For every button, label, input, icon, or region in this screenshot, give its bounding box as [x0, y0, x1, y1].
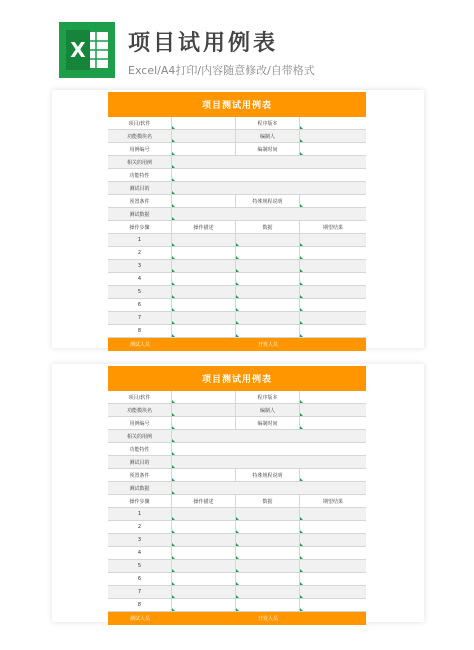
step-data [236, 234, 300, 246]
step-data [236, 273, 300, 285]
wide-label: 相关的用例 [108, 430, 172, 442]
step-row [108, 534, 366, 547]
step-data [236, 599, 300, 611]
wide-row [108, 443, 366, 456]
developer-value [300, 612, 366, 625]
column-header: 操作步骤 [108, 495, 172, 507]
step-row [108, 325, 366, 338]
step-expected [300, 508, 366, 520]
step-description [172, 573, 236, 585]
precondition-row [108, 195, 366, 208]
info-value [300, 404, 366, 416]
step-description [172, 599, 236, 611]
info-label: 用例编号 [108, 143, 172, 155]
wide-value [172, 456, 366, 468]
info-label: 程序版本 [236, 117, 300, 129]
step-row [108, 573, 366, 586]
info-label: 项目/软件 [108, 117, 172, 129]
step-expected [300, 599, 366, 611]
step-row [108, 508, 366, 521]
info-row [108, 417, 366, 430]
step-data [236, 299, 300, 311]
step-number: 3 [108, 534, 172, 546]
step-description [172, 547, 236, 559]
info-value [172, 404, 236, 416]
step-number: 1 [108, 234, 172, 246]
step-row [108, 521, 366, 534]
info-value [172, 130, 236, 142]
preview-panel-1 [52, 90, 424, 348]
logo-letter: X [70, 38, 86, 62]
info-label: 程序版本 [236, 391, 300, 403]
step-expected [300, 273, 366, 285]
step-number: 7 [108, 312, 172, 324]
step-number: 2 [108, 521, 172, 533]
wide-value [172, 169, 366, 181]
info-label: 编制人 [236, 404, 300, 416]
wide-row [108, 156, 366, 169]
info-label: 用例编号 [108, 417, 172, 429]
step-expected [300, 534, 366, 546]
step-data [236, 560, 300, 572]
step-data [236, 260, 300, 272]
step-number: 4 [108, 547, 172, 559]
info-label: 编制人 [236, 130, 300, 142]
step-expected [300, 521, 366, 533]
wide-row [108, 456, 366, 469]
developer-label: 开发人员 [257, 342, 278, 348]
step-data [236, 586, 300, 598]
wide-value [172, 182, 366, 194]
precondition-row [108, 469, 366, 482]
step-description [172, 325, 236, 337]
step-row [108, 299, 366, 312]
wide-label: 测试目的 [108, 456, 172, 468]
step-expected [300, 325, 366, 337]
page-subtitle: Excel/A4打印/内容随意修改/自带格式 [128, 64, 315, 77]
step-row [108, 260, 366, 273]
step-row [108, 273, 366, 286]
step-number: 5 [108, 560, 172, 572]
info-row [108, 404, 366, 417]
test-data-row [108, 208, 366, 221]
column-header: 数据 [236, 495, 300, 507]
step-expected [300, 560, 366, 572]
step-expected [300, 586, 366, 598]
info-value [300, 391, 366, 403]
step-number: 6 [108, 299, 172, 311]
info-label: 功能模块名 [108, 130, 172, 142]
wide-row [108, 430, 366, 443]
tester-value [172, 338, 236, 351]
precondition-label: 预置条件 [108, 469, 172, 481]
step-data [236, 547, 300, 559]
step-number: 7 [108, 586, 172, 598]
special-note-label: 特殊规程说明 [236, 195, 300, 207]
step-number: 8 [108, 599, 172, 611]
info-label: 项目/软件 [108, 391, 172, 403]
test-case-sheet [108, 366, 366, 625]
column-header: 数据 [236, 221, 300, 233]
step-number: 6 [108, 573, 172, 585]
special-note-label: 特殊规程说明 [236, 469, 300, 481]
info-value [172, 417, 236, 429]
wide-value [172, 430, 366, 442]
test-case-sheet [108, 92, 366, 351]
sheet-title: 项目测试用例表 [108, 92, 366, 117]
step-row [108, 547, 366, 560]
step-expected [300, 547, 366, 559]
step-data [236, 508, 300, 520]
column-header: 操作步骤 [108, 221, 172, 233]
step-expected [300, 299, 366, 311]
precondition-label: 预置条件 [108, 195, 172, 207]
test-data-label: 测试数据 [108, 482, 172, 494]
steps-header-row [108, 495, 366, 508]
sheet-footer [108, 338, 366, 351]
step-description [172, 586, 236, 598]
precondition-value [172, 195, 236, 207]
step-data [236, 534, 300, 546]
developer-label: 开发人员 [257, 616, 278, 622]
step-data [236, 247, 300, 259]
column-header: 期望结果 [322, 224, 343, 231]
info-label: 功能模块名 [108, 404, 172, 416]
step-row [108, 286, 366, 299]
test-data-row [108, 482, 366, 495]
test-data-value [172, 482, 366, 494]
page-title: 项目试用例表 [128, 31, 279, 56]
tester-label: 测试人员 [129, 342, 150, 348]
precondition-value [172, 469, 236, 481]
step-description [172, 299, 236, 311]
step-number: 8 [108, 325, 172, 337]
column-header: 期望结果 [322, 498, 343, 505]
tester-label: 测试人员 [129, 616, 150, 622]
info-value [172, 391, 236, 403]
wide-label: 相关的用例 [108, 156, 172, 168]
step-description [172, 521, 236, 533]
step-description [172, 260, 236, 272]
step-row [108, 586, 366, 599]
wide-label: 功能特性 [108, 169, 172, 181]
step-description [172, 560, 236, 572]
info-value [300, 130, 366, 142]
step-expected [300, 312, 366, 324]
step-description [172, 286, 236, 298]
info-value [300, 417, 366, 429]
step-row [108, 312, 366, 325]
test-data-label: 测试数据 [108, 208, 172, 220]
tester-value [172, 612, 236, 625]
column-header: 操作描述 [172, 221, 236, 233]
step-expected [300, 260, 366, 272]
test-data-value [172, 208, 366, 220]
steps-header-row [108, 221, 366, 234]
step-data [236, 521, 300, 533]
info-value [300, 117, 366, 129]
step-expected [300, 247, 366, 259]
special-note-value [300, 195, 366, 207]
info-value [172, 117, 236, 129]
info-value [172, 143, 236, 155]
step-data [236, 312, 300, 324]
step-number: 2 [108, 247, 172, 259]
info-label: 编制时间 [236, 417, 300, 429]
info-value [300, 143, 366, 155]
sheet-title: 项目测试用例表 [108, 366, 366, 391]
step-data [236, 286, 300, 298]
step-expected [300, 286, 366, 298]
wide-value [172, 156, 366, 168]
step-description [172, 247, 236, 259]
column-header: 操作描述 [172, 495, 236, 507]
excel-logo-icon [59, 22, 115, 78]
step-expected [300, 234, 366, 246]
step-data [236, 325, 300, 337]
step-description [172, 234, 236, 246]
info-row [108, 117, 366, 130]
step-number: 1 [108, 508, 172, 520]
info-label: 编制时间 [236, 143, 300, 155]
wide-value [172, 443, 366, 455]
step-row [108, 234, 366, 247]
step-description [172, 508, 236, 520]
step-number: 3 [108, 260, 172, 272]
wide-row [108, 182, 366, 195]
sheet-footer [108, 612, 366, 625]
step-description [172, 534, 236, 546]
wide-label: 测试目的 [108, 182, 172, 194]
preview-panel-2 [52, 364, 424, 622]
step-number: 5 [108, 286, 172, 298]
step-description [172, 312, 236, 324]
special-note-value [300, 469, 366, 481]
info-row [108, 391, 366, 404]
wide-row [108, 169, 366, 182]
wide-label: 功能特性 [108, 443, 172, 455]
developer-value [300, 338, 366, 351]
step-number: 4 [108, 273, 172, 285]
step-row [108, 560, 366, 573]
step-data [236, 573, 300, 585]
step-description [172, 273, 236, 285]
step-expected [300, 573, 366, 585]
info-row [108, 143, 366, 156]
step-row [108, 247, 366, 260]
step-row [108, 599, 366, 612]
info-row [108, 130, 366, 143]
